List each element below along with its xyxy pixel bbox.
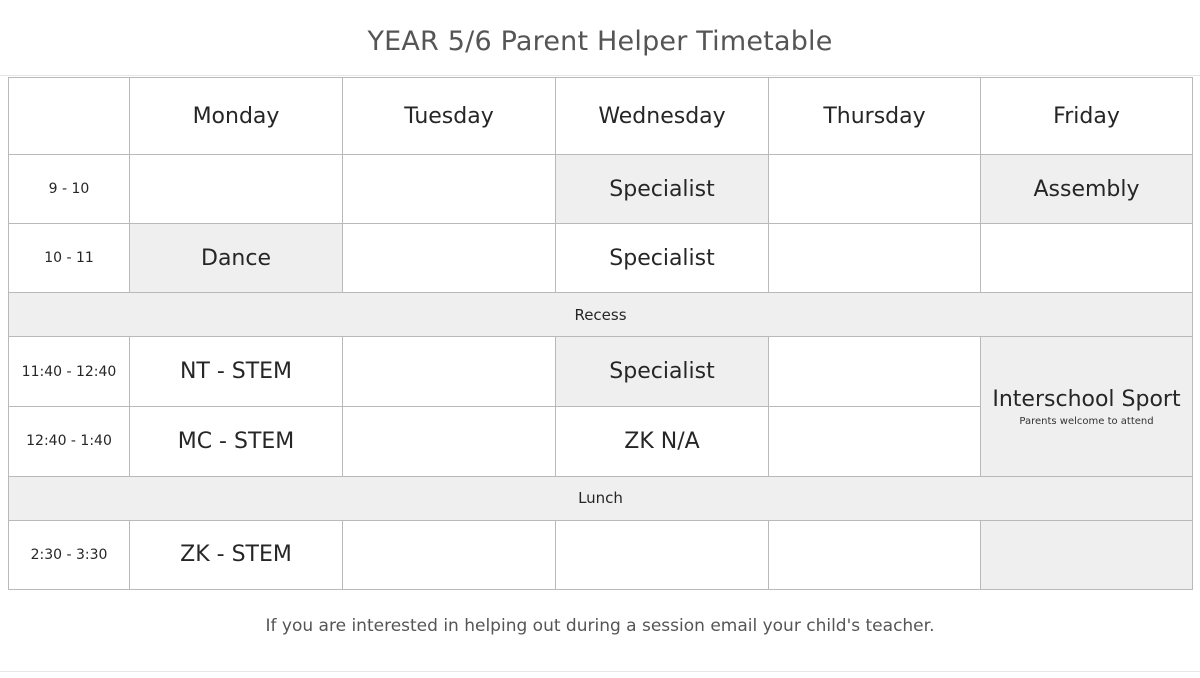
cell-monday-11-40: NT - STEM [130, 337, 343, 406]
cell-tuesday-10-11 [343, 224, 556, 293]
lunch-row [9, 476, 1193, 520]
day-header-wednesday: Wednesday [556, 78, 769, 155]
table-row [9, 520, 1193, 589]
table-row [9, 155, 1193, 224]
header-row [9, 78, 1193, 155]
cell-thursday-9-10 [769, 155, 981, 224]
cell-friday-interschool-sport [981, 337, 1193, 476]
day-header-monday: Monday [130, 78, 343, 155]
cell-tuesday-12-40 [343, 406, 556, 476]
lunch-label: Lunch [9, 476, 1193, 520]
cell-friday-10-11 [981, 224, 1193, 293]
interschool-sport-note: Parents welcome to attend [1019, 415, 1154, 427]
time-slot-2-30-3-30: 2:30 - 3:30 [9, 520, 130, 589]
time-slot-10-11: 10 - 11 [9, 224, 130, 293]
recess-row [9, 293, 1193, 337]
cell-tuesday-2-30 [343, 520, 556, 589]
day-header-thursday: Thursday [769, 78, 981, 155]
time-slot-9-10: 9 - 10 [9, 155, 130, 224]
cell-monday-10-11: Dance [130, 224, 343, 293]
recess-label: Recess [9, 293, 1193, 337]
cell-thursday-2-30 [769, 520, 981, 589]
cell-wednesday-9-10: Specialist [556, 155, 769, 224]
cell-wednesday-11-40: Specialist [556, 337, 769, 406]
cell-monday-9-10 [130, 155, 343, 224]
day-header-tuesday: Tuesday [343, 78, 556, 155]
cell-friday-2-30 [981, 520, 1193, 589]
corner-cell [9, 78, 130, 155]
cell-thursday-10-11 [769, 224, 981, 293]
cell-wednesday-10-11: Specialist [556, 224, 769, 293]
cell-tuesday-11-40 [343, 337, 556, 406]
cell-tuesday-9-10 [343, 155, 556, 224]
footer-note: If you are interested in helping out during a session email your child's teacher. [265, 616, 935, 636]
cell-wednesday-12-40: ZK N/A [556, 406, 769, 476]
cell-thursday-11-40 [769, 337, 981, 406]
cell-thursday-12-40 [769, 406, 981, 476]
cell-monday-2-30: ZK - STEM [130, 520, 343, 589]
time-slot-11-40-12-40: 11:40 - 12:40 [9, 337, 130, 406]
timetable-grid [8, 77, 1193, 590]
cell-friday-9-10: Assembly [981, 155, 1193, 224]
table-row [9, 224, 1193, 293]
cell-wednesday-2-30 [556, 520, 769, 589]
time-slot-12-40-1-40: 12:40 - 1:40 [9, 406, 130, 476]
table-row [9, 337, 1193, 406]
interschool-sport-label: Interschool Sport [992, 386, 1181, 412]
top-divider [0, 75, 1200, 76]
page-title: YEAR 5/6 Parent Helper Timetable [367, 26, 833, 57]
cell-monday-12-40: MC - STEM [130, 406, 343, 476]
day-header-friday: Friday [981, 78, 1193, 155]
bottom-divider [0, 671, 1200, 672]
